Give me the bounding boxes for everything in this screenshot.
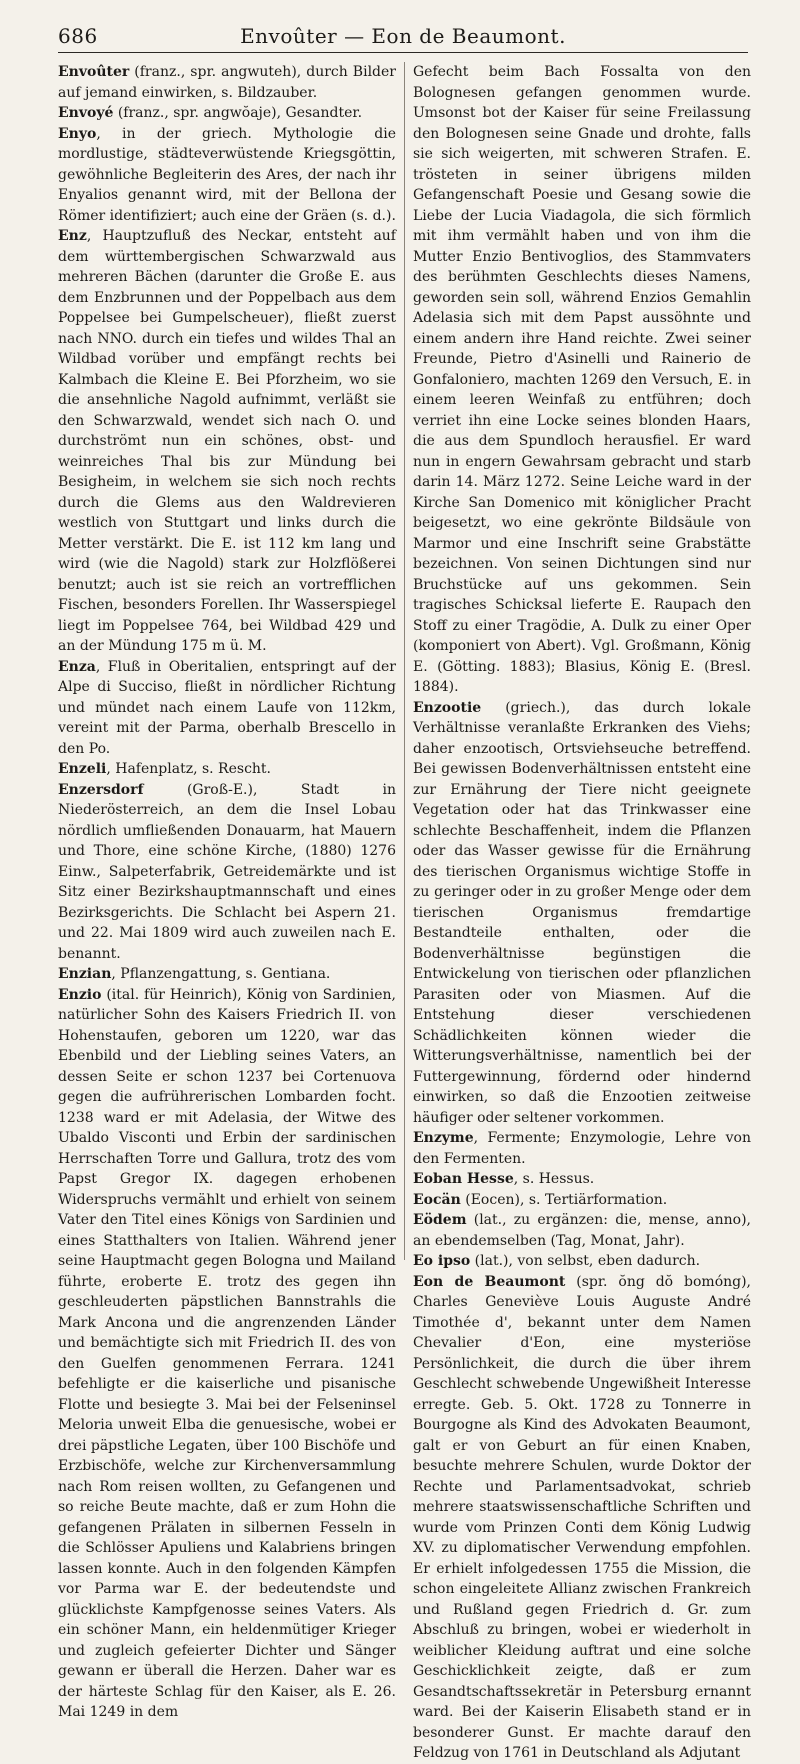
dictionary-entry: [58, 780, 396, 965]
left-column: [58, 62, 396, 1720]
dictionary-entry: [58, 985, 396, 1723]
entry-headword: Enzio: [58, 986, 102, 1003]
entry-text: Gefecht beim Bach Fossalta von den Bolognesen gefangen genommen wurde. Umsonst bot der Kaiser für seine Freilassung den Bolognesen seine Gnade und drohte, falls sie sich weigerten, mit schweren Strafen. E. trösteten in seiner übrigens milden Gefangenschaft Poesie und Gesang sowie die Liebe der Lucia Viadagola, die sich förmlich mit ihm vermählt haben und von ihm die Mutter Enzio Bentivoglios, des Stammvaters des berühmten Geschlechts dieses Namens, geworden sein soll, während Enzios Gemahlin Adelasia sich mit dem Papst aussöhnte und einem andern ihre Hand reichte. Zwei seiner Freunde, Pietro d'Asinelli und Rainerio de Gonfaloniero, machten 1269 den Versuch, E. in einem leeren Weinfaß zu entführen; doch verriet ihn eine Locke seines blonden Haars, die aus dem Spundloch herausfiel. Er ward nun in engern Gewahrsam gebracht und starb darin 14. März 1272. Seine Leiche ward in der Kirche San Domenico mit königlicher Pracht beigesetzt, wo eine gekrönte Bildsäule von Marmor und eine Inschrift seine Grabstätte bezeichnen. Von seinen Dichtungen sind nur Bruchstücke auf uns gekommen. Sein tragisches Schicksal lieferte E. Raupach den Stoff zu einer Tragödie, A. Dulk zu einer Oper (komponiert von Abert). Vgl. Großmann, König E. (Götting. 1883); Blasius, König E. (Bresl. 1884).: [413, 64, 751, 695]
dictionary-entry: [58, 124, 396, 227]
entry-headword: Enz: [58, 228, 87, 244]
dictionary-entry: [58, 759, 396, 780]
entry-text: , Hauptzufluß des Neckar, entsteht auf dem württembergischen Schwarzwald aus mehreren Bächen (darunter die Große E. aus dem Enzbrunnen und der Poppelbach aus dem Poppelsee bei Gumpelscheuer), fließt zuerst nach NNO. durch ein tiefes und wildes Thal an Wildbad vorüber und empfängt rechts bei Kalmbach die Kleine E. Bei Pforzheim, wo sie die ansehnliche Nagold aufnimmt, verläßt sie den Schwarzwald, wendet sich nach O. und durchströmt nun ein schönes, obst- und weinreiches Thal bis zur Mündung bei Besigheim, in welchem sie sich noch rechts durch die Glems aus den Waldrevieren westlich von Stuttgart und links durch die Metter verstärkt. Die E. ist 112 km lang und wird (wie die Nagold) stark zur Holzflößerei benutzt; auch ist sie reich an vortrefflichen Fischen, besonders Forellen. Ihr Wasserspiegel liegt im Poppelsee 764, bei Wildbad 429 und an der Mündung 175 m ü. M.: [58, 228, 396, 654]
entry-text: , Fluß in Oberitalien, entspringt auf der Alpe di Succiso, fließt in nördlicher Richtung und mündet nach einem Laufe von 112km, vereint mit der Parma, oberhalb Brescello in den Po.: [58, 658, 396, 757]
dictionary-entry: [413, 1169, 751, 1190]
entry-text: , s. Hessus.: [513, 1171, 595, 1187]
dictionary-entry: [58, 226, 396, 657]
entry-text: (spr. ŏng dŏ bomóng), Charles Geneviève Louis Auguste André Timothée d', bekannt unter dem Namen Chevalier d'Eon, eine mysteriöse Persönlichkeit, die durch die über ihrem Geschlecht schwebende Ungewißheit Interesse erregte. Geb. 5. Okt. 1728 zu Tonnerre in Bourgogne als Kind des Advokaten Beaumont, galt er von Geburt an für einen Knaben, besuchte mehrere Schulen, wurde Doktor der Rechte und Parlamentsadvokat, schrieb mehrere staatswissenschaftliche Schriften und wurde vom Prinzen Conti dem König Ludwig XV. zu diplomatischer Verwendung empfohlen. Er erhielt infolgedessen 1755 die Mission, die schon eingeleitete Allianz zwischen Frankreich und Rußland gegen Friedrich d. Gr. zum Abschluß zu bringen, wobei er wiederholt in weiblicher Kleidung auftrat und eine solche Geschicklichkeit zeigte, daß er zum Gesandtschaftssekretär in Petersburg ernannt ward. Bei der Kaiserin Elisabeth stand er in besonderer Gunst. Er machte darauf den Feldzug von 1761 in Deutschland als Adjutant: [413, 1273, 752, 1761]
entry-headword: Enzeli: [58, 761, 107, 777]
entry-headword: Envoyé: [58, 105, 114, 121]
entry-text: , Pflanzengattung, s. Gentiana.: [111, 966, 331, 982]
entry-headword: Enza: [58, 658, 96, 675]
page-number: 686: [58, 24, 98, 48]
entry-text: (ital. für Heinrich), König von Sardinien, natürlicher Sohn des Kaisers Friedrich II. von Hohenstaufen, geboren um 1220, war das Ebenbild und der Liebling seines Vaters, an dessen Seite er schon 1237 bei Cortenuova gegen die aufrührerischen Lombarden focht. 1238 ward er mit Adelasia, der Witwe des Ubaldo Visconti und Erbin der sardinischen Herrschaften Torre und Gallura, trotz des vom Papst Gregor IX. dagegen erhobenen Widerspruchs vermählt und erhielt von seinem Vater den Titel eines Königs von Sardinien und eines Statthalters von Italien. Während jener seine Hauptmacht gegen Bologna und Mailand führte, eroberte E. trotz des gegen ihn geschleuderten päpstlichen Bannstrahls die Mark Ancona und die angrenzenden Länder und bemächtigte sich mit Friedrich II. des von den Guelfen genommenen Ferrara. 1241 befehligte er die kaiserliche und pisanische Flotte und besiegte 3. Mai bei der Felseninsel Meloria unweit Elba die genuesische, wobei er drei päpstliche Legaten, über 100 Bischöfe und Erzbischöfe, welche zur Kirchenversammlung nach Rom reisen wollten, zu Gefangenen und so reiche Beute machte, daß er zum Hohn die gefangenen Prälaten in silbernen Fesseln in die Schlösser Apuliens und Kalabriens bringen lassen konnte. Auch in den folgenden Kämpfen vor Parma war E. der bedeutendste und glücklichste Kampfgenosse seines Vaters. Als ein schöner Mann, ein heldenmütiger Krieger und zugleich gefeierter Dichter und Sänger gewann er überall die Herzen. Daher war es der härteste Schlag für den Kaiser, als E. 26. Mai 1249 in dem: [58, 986, 396, 1720]
entry-headword: Eo ipso: [413, 1253, 471, 1269]
page-title: Envoûter — Eon de Beaumont.: [240, 24, 566, 48]
entry-headword: Enzian: [58, 966, 112, 982]
entry-text: (lat.), von selbst, eben dadurch.: [470, 1253, 701, 1269]
dictionary-entry: [58, 657, 396, 760]
dictionary-entry: [413, 1128, 751, 1169]
dictionary-entry: [413, 1210, 751, 1251]
entry-text: (franz., spr. angwŏaje), Gesandter.: [113, 105, 363, 121]
entry-headword: Enzootie: [413, 699, 482, 716]
entry-text: (Groß-E.), Stadt in Niederösterreich, an dem die Insel Lobau nördlich umfließenden Donauarm, hat Mauern und Thore, eine schöne Kirche, (1880) 1276 Einw., Salpeterfabrik, Getreidemärkte und ist Sitz einer Bezirkshauptmannschaft und eines Bezirksgerichts. Die Schlacht bei Aspern 21. und 22. Mai 1809 wird auch zuweilen nach E. benannt.: [58, 781, 396, 962]
entry-headword: Eödem: [413, 1212, 467, 1228]
entry-headword: Enzyme: [413, 1130, 474, 1146]
dictionary-entry: [58, 964, 396, 985]
entry-headword: Envoûter: [58, 64, 130, 80]
entry-text: (griech.), das durch lokale Verhältnisse veranlaßte Erkranken des Viehs; daher enzootisch, Ortsviehseuche betreffend. Bei gewissen Bodenverhältnissen entsteht eine zur Ernährung der Tiere nicht geeignete Vegetation oder hat das Trinkwasser eine schlechte Beschaffenheit, indem die Pflanzen oder das Wasser gewisse für die Ernährung des tierischen Organismus wichtige Stoffe in zu geringer oder in zu großer Menge oder dem tierischen Organismus fremdartige Bestandteile enthalten, oder die Bodenverhältnisse begünstigen die Entwickelung von tierischen oder pflanzlichen Parasiten oder von Miasmen. Auf die Entstehung dieser verschiedenen Schädlichkeiten können wieder die Witterungsverhältnisse, namentlich bei der Futtergewinnung, fördernd oder hindernd einwirken, so daß die Enzootien zeitweise häufiger oder seltener vorkommen.: [413, 699, 751, 1126]
dictionary-entry: [58, 62, 396, 103]
entry-headword: Eoban Hesse: [413, 1171, 514, 1187]
column-divider: [404, 62, 405, 1260]
entry-text: (lat., zu ergänzen: die, mense, anno), an ebendemselben (Tag, Monat, Jahr).: [413, 1212, 751, 1249]
entry-headword: Enzersdorf: [58, 781, 144, 798]
entry-headword: Enyo: [58, 125, 97, 142]
dictionary-entry: [413, 1190, 751, 1211]
entry-text: , in der griech. Mythologie die mordlustige, städteverwüstende Kriegsgöttin, gewöhnliche Begleiterin des Ares, der nach ihr Enyalios genannt wird, mit der Bellona der Römer identifiziert; auch eine der Gräen (s. d.).: [58, 125, 396, 224]
entry-headword: Eon de Beaumont: [413, 1273, 566, 1290]
dictionary-entry: [58, 103, 396, 124]
dictionary-entry: [413, 62, 751, 698]
entry-text: , Hafenplatz, s. Rescht.: [106, 761, 272, 777]
entry-text: (Eocen), s. Tertiärformation.: [460, 1191, 668, 1208]
entry-headword: Eocän: [413, 1191, 461, 1208]
dictionary-entry: [413, 698, 751, 1129]
right-column: [413, 62, 752, 1761]
dictionary-entry: [413, 1272, 751, 1764]
running-head: [58, 22, 748, 53]
dictionary-entry: [413, 1251, 751, 1272]
entry-text: , Fermente; Enzymologie, Lehre von den Fermenten.: [413, 1130, 751, 1167]
entry-text: (franz., spr. angwuteh), durch Bilder auf jemand einwirken, s. Bildzauber.: [58, 64, 396, 101]
